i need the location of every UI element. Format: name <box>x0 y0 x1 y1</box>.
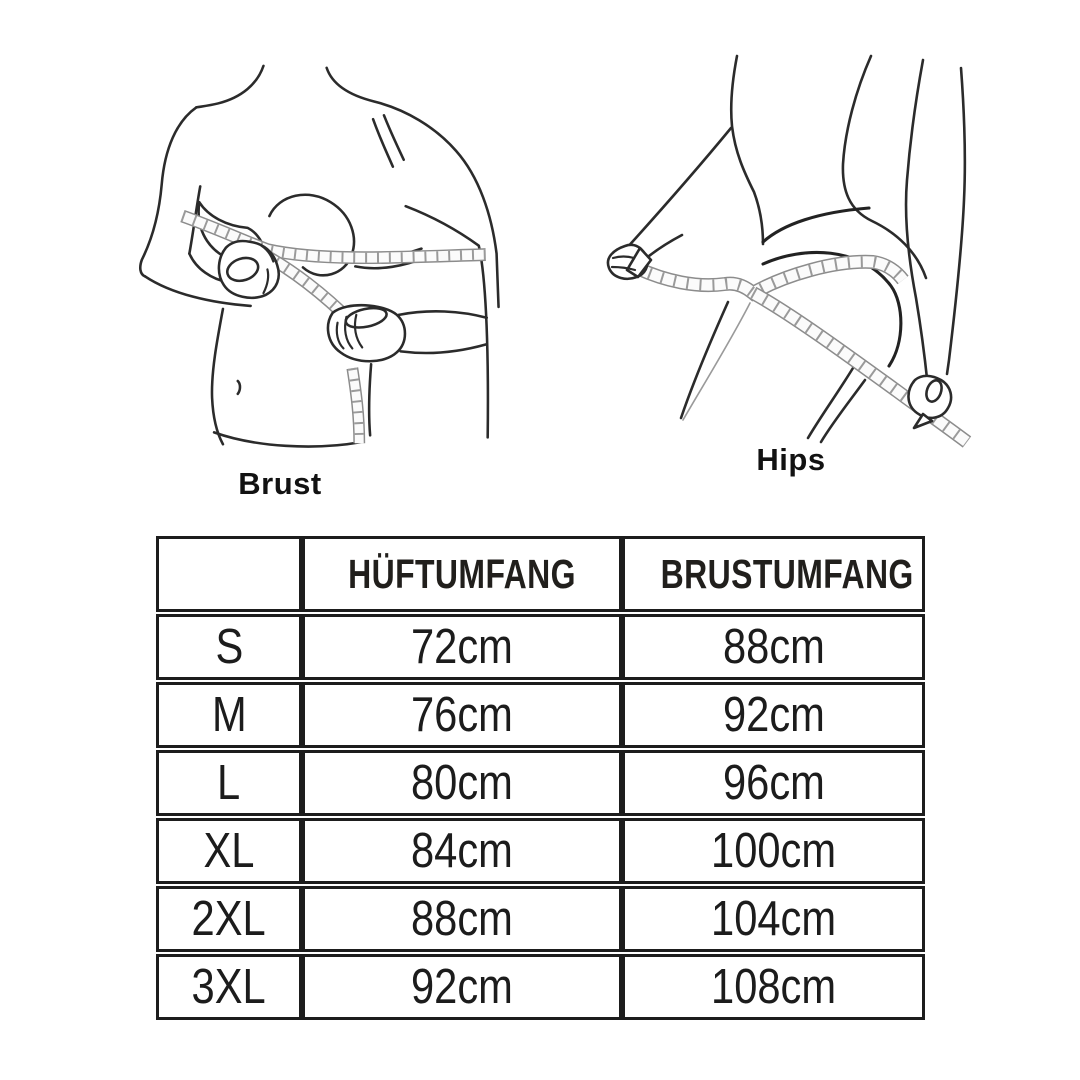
bust-measurement-illustration <box>95 58 505 463</box>
table-row-xl <box>156 818 925 884</box>
bust-cell: 100cm <box>622 818 925 884</box>
hip-cell: 88cm <box>302 886 622 952</box>
table-row-2xl <box>156 886 925 952</box>
hip-column-header: HÜFTUMFANG <box>302 536 622 612</box>
size-cell: M <box>156 682 302 748</box>
size-table-container <box>156 534 925 1026</box>
hip-cell: 92cm <box>302 954 622 1020</box>
size-cell: XL <box>156 818 302 884</box>
bust-cell: 88cm <box>622 614 925 680</box>
table-row-m <box>156 682 925 748</box>
hip-cell: 72cm <box>302 614 622 680</box>
bust-cell: 108cm <box>622 954 925 1020</box>
bust-column-header: BRUSTUMFANG <box>622 536 925 612</box>
bust-cell: 104cm <box>622 886 925 952</box>
size-cell: 2XL <box>156 886 302 952</box>
size-cell: L <box>156 750 302 816</box>
size-cell: S <box>156 614 302 680</box>
bust-cell: 96cm <box>622 750 925 816</box>
header-row <box>156 536 925 612</box>
right-hand <box>328 305 487 361</box>
table-row-l <box>156 750 925 816</box>
hip-cell: 84cm <box>302 818 622 884</box>
hip-cell: 80cm <box>302 750 622 816</box>
hips-label: Hips <box>756 442 826 477</box>
size-column-header <box>156 536 302 612</box>
bust-cell: 92cm <box>622 682 925 748</box>
size-table <box>156 534 925 1022</box>
hips-measurement-illustration <box>585 50 1015 470</box>
size-cell: 3XL <box>156 954 302 1020</box>
table-row-s <box>156 614 925 680</box>
bust-label: Brust <box>238 466 322 501</box>
hip-cell: 76cm <box>302 682 622 748</box>
table-row-3xl <box>156 954 925 1020</box>
